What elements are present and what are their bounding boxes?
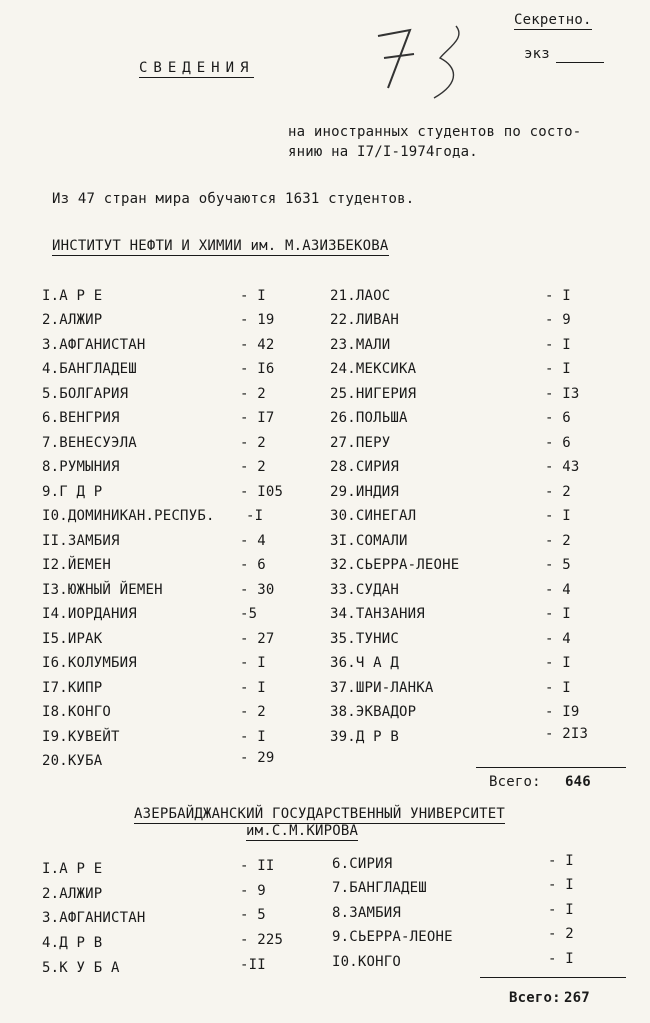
- list-item-name: 6.СИРИЯ: [332, 856, 393, 872]
- list-item-count: - I9: [545, 704, 580, 720]
- list-item-name: 34.ТАНЗАНИЯ: [330, 606, 425, 622]
- list-item-name: 32.СЬЕРРА-ЛЕОНЕ: [330, 557, 460, 573]
- list-item-count: - I: [548, 853, 574, 869]
- list-item-count: - 5: [240, 907, 266, 923]
- list-item-count: - 2: [240, 704, 266, 720]
- list-item-count: - 4: [545, 631, 571, 647]
- list-item-count: - II: [240, 858, 275, 874]
- section1-heading: ИНСТИТУТ НЕФТИ И ХИМИИ им. М.АЗИЗБЕКОВА: [52, 238, 389, 254]
- list-item-name: 3I.СОМАЛИ: [330, 533, 408, 549]
- list-item-name: 20.КУБА: [42, 753, 103, 769]
- list-item-name: 36.Ч А Д: [330, 655, 400, 671]
- section2-total-label: Всего:: [509, 990, 561, 1006]
- list-item-count: - 4: [545, 582, 571, 598]
- list-item-name: 28.СИРИЯ: [330, 459, 400, 475]
- list-item-count: - 43: [545, 459, 580, 475]
- list-item-name: 5.К У Б А: [42, 960, 120, 976]
- list-item-name: 24.МЕКСИКА: [330, 361, 417, 377]
- secret-stamp: Секретно.: [514, 12, 592, 28]
- list-item-name: I.А Р Е: [42, 861, 103, 877]
- list-item-count: - I: [545, 337, 571, 353]
- list-item-count: -5: [240, 606, 258, 622]
- list-item-count: - 6: [545, 435, 571, 451]
- list-item-count: - 2: [548, 926, 574, 942]
- list-item-count: - 6: [545, 410, 571, 426]
- list-item-count: - I: [545, 606, 571, 622]
- list-item-name: 27.ПЕРУ: [330, 435, 391, 451]
- list-item-count: -II: [240, 957, 266, 973]
- list-item-count: - I: [545, 288, 571, 304]
- list-item-name: 8.ЗАМБИЯ: [332, 905, 402, 921]
- list-item-count: - I05: [240, 484, 284, 500]
- list-item-name: 4.Д Р В: [42, 935, 103, 951]
- handwritten-mark: [370, 18, 480, 112]
- list-item-name: 2.АЛЖИР: [42, 312, 103, 328]
- list-item-name: 39.Д Р В: [330, 729, 400, 745]
- list-item-count: - 2: [545, 484, 571, 500]
- list-item-count: - I: [548, 951, 574, 967]
- list-item-count: - 5: [545, 557, 571, 573]
- list-item-count: - 19: [240, 312, 275, 328]
- list-item-count: - 9: [240, 883, 266, 899]
- section2-heading-line-2: им.С.М.КИРОВА: [246, 823, 359, 839]
- list-item-name: 7.ВЕНЕСУЭЛА: [42, 435, 137, 451]
- list-item-name: I.А Р Е: [42, 288, 103, 304]
- list-item-count: - I3: [545, 386, 580, 402]
- list-item-name: 3.АФГАНИСТАН: [42, 337, 146, 353]
- list-item-count: -I: [246, 508, 264, 524]
- list-item-count: - I: [545, 508, 571, 524]
- list-item-count: - 2: [240, 435, 266, 451]
- list-item-name: I4.ИОРДАНИЯ: [42, 606, 137, 622]
- list-item-count: - I6: [240, 361, 275, 377]
- summary-line: Из 47 стран мира обучаются 1631 студентов.: [52, 191, 415, 207]
- list-item-count: - I: [548, 902, 574, 918]
- list-item-name: 22.ЛИВАН: [330, 312, 400, 328]
- list-item-name: I3.ЮЖНЫЙ ЙЕМЕН: [42, 582, 163, 598]
- list-item-count: - 225: [240, 932, 284, 948]
- list-item-count: - I: [545, 361, 571, 377]
- list-item-count: - I: [240, 729, 266, 745]
- list-item-name: 3.АФГАНИСТАН: [42, 910, 146, 926]
- list-item-name: I2.ЙЕМЕН: [42, 557, 112, 573]
- list-item-count: - I: [240, 288, 266, 304]
- list-item-name: 6.ВЕНГРИЯ: [42, 410, 120, 426]
- list-item-count: - I: [240, 680, 266, 696]
- list-item-name: 21.ЛАОС: [330, 288, 391, 304]
- list-item-name: I5.ИРАК: [42, 631, 103, 647]
- list-item-name: 8.РУМЫНИЯ: [42, 459, 120, 475]
- list-item-name: 7.БАНГЛАДЕШ: [332, 880, 427, 896]
- list-item-count: - I: [548, 877, 574, 893]
- list-item-name: 30.СИНЕГАЛ: [330, 508, 417, 524]
- section2-heading-line-1: АЗЕРБАЙДЖАНСКИЙ ГОСУДАРСТВЕННЫЙ УНИВЕРСИТЕТ: [134, 806, 506, 822]
- copy-number-blank: [556, 62, 604, 63]
- document-title: СВЕДЕНИЯ: [139, 60, 255, 76]
- section2-total-rule: [480, 977, 626, 978]
- list-item-name: I6.КОЛУМБИЯ: [42, 655, 137, 671]
- list-item-count: - 9: [545, 312, 571, 328]
- list-item-count: - 2: [545, 533, 571, 549]
- list-item-name: 35.ТУНИС: [330, 631, 400, 647]
- section1-total-label: Всего:: [489, 774, 541, 790]
- list-item-name: 37.ШРИ-ЛАНКА: [330, 680, 434, 696]
- list-item-count: - 2: [240, 459, 266, 475]
- list-item-name: 4.БАНГЛАДЕШ: [42, 361, 137, 377]
- list-item-name: 29.ИНДИЯ: [330, 484, 400, 500]
- list-item-name: 38.ЭКВАДОР: [330, 704, 417, 720]
- list-item-count: - 4: [240, 533, 266, 549]
- copy-number-label: экз: [524, 46, 550, 62]
- list-item-count: - 6: [240, 557, 266, 573]
- list-item-name: I0.КОНГО: [332, 954, 402, 970]
- list-item-name: II.ЗАМБИЯ: [42, 533, 120, 549]
- list-item-name: 33.СУДАН: [330, 582, 400, 598]
- subtitle-line-1: на иностранных студентов по состо-: [288, 124, 582, 140]
- section1-total-rule: [476, 767, 626, 768]
- section1-total-value: 646: [565, 774, 591, 790]
- list-item-count: - 2: [240, 386, 266, 402]
- list-item-count: - I7: [240, 410, 275, 426]
- list-item-name: I9.КУВЕЙТ: [42, 729, 120, 745]
- subtitle-line-2: янию на I7/I-1974года.: [288, 144, 478, 160]
- list-item-name: 5.БОЛГАРИЯ: [42, 386, 129, 402]
- list-item-name: 9.СЬЕРРА-ЛЕОНЕ: [332, 929, 453, 945]
- list-item-count: - I: [545, 655, 571, 671]
- list-item-count: - 27: [240, 631, 275, 647]
- list-item-count: - 2I3: [545, 726, 589, 742]
- list-item-name: 9.Г Д Р: [42, 484, 103, 500]
- list-item-count: - I: [545, 680, 571, 696]
- list-item-count: - 30: [240, 582, 275, 598]
- list-item-name: I0.ДОМИНИКАН.РЕСПУБ.: [42, 508, 215, 524]
- list-item-name: 25.НИГЕРИЯ: [330, 386, 417, 402]
- list-item-name: 23.МАЛИ: [330, 337, 391, 353]
- list-item-count: - 29: [240, 750, 275, 766]
- section2-total-value: 267: [564, 990, 590, 1006]
- list-item-name: I8.КОНГО: [42, 704, 112, 720]
- list-item-count: - 42: [240, 337, 275, 353]
- list-item-name: I7.КИПР: [42, 680, 103, 696]
- list-item-count: - I: [240, 655, 266, 671]
- list-item-name: 2.АЛЖИР: [42, 886, 103, 902]
- list-item-name: 26.ПОЛЬША: [330, 410, 408, 426]
